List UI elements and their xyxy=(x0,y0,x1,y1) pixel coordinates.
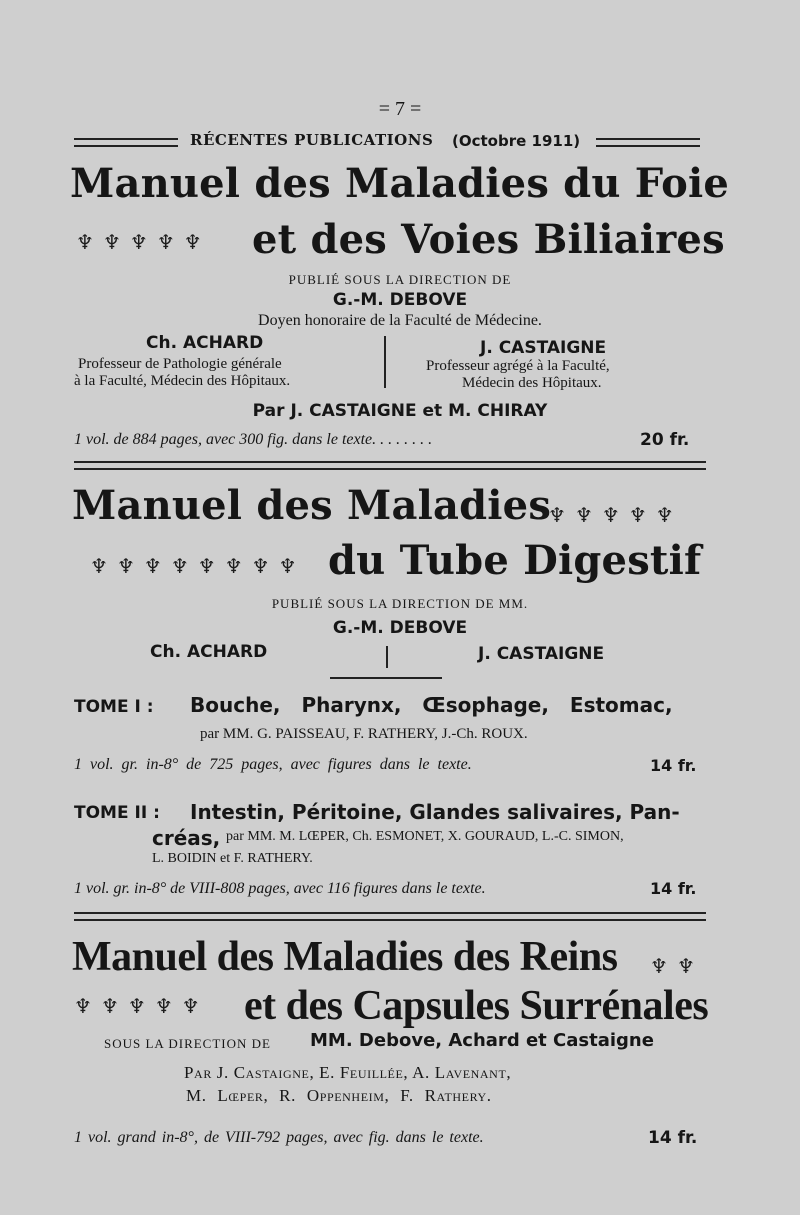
book2-right-name: J. CASTAIGNE xyxy=(478,644,605,664)
page-number: = 7 = xyxy=(378,98,422,120)
book1-ornaments xyxy=(76,230,211,255)
fleuron-icon: ♆ xyxy=(628,505,656,527)
fleuron-icon: ♆ xyxy=(574,505,602,527)
fleuron-icon: ♆ xyxy=(143,556,171,578)
tome2-title-b: créas, xyxy=(152,826,221,850)
fleuron-icon: ♆ xyxy=(156,232,184,254)
book2-published-under: PUBLIÉ SOUS LA DIRECTION DE MM. xyxy=(271,596,529,611)
book1-director: G.-M. DEBOVE xyxy=(332,290,468,310)
book1-left-name: Ch. ACHARD xyxy=(146,333,264,353)
book2-ornaments-b xyxy=(90,554,306,579)
fleuron-icon: ♆ xyxy=(90,556,117,578)
fleuron-icon: ♆ xyxy=(676,956,704,978)
fleuron-icon: ♆ xyxy=(127,996,155,1018)
fleuron-icon: ♆ xyxy=(278,556,306,578)
book2-left-name: Ch. ACHARD xyxy=(150,642,268,662)
fleuron-icon: ♆ xyxy=(100,996,128,1018)
book2-title-line2: du Tube Digestif xyxy=(328,537,702,584)
book3-direction-names: MM. Debove, Achard et Castaigne xyxy=(310,1030,654,1051)
tome1-title: Bouche, Pharynx, Œsophage, Estomac, xyxy=(190,693,673,717)
book1-price: 20 fr. xyxy=(640,430,690,450)
book1-authors: Par J. CASTAIGNE et M. CHIRAY xyxy=(252,401,548,421)
book1-right-name: J. CASTAIGNE xyxy=(480,338,607,358)
fleuron-icon: ♆ xyxy=(548,505,575,527)
fleuron-icon: ♆ xyxy=(170,556,198,578)
book1-left-desc2: à la Faculté, Médecin des Hôpitaux. xyxy=(74,373,291,389)
tome2-title-a: Intestin, Péritoine, Glandes salivaires, Pan- xyxy=(190,800,680,824)
fleuron-icon: ♆ xyxy=(251,556,279,578)
book3-volume: 1 vol. grand in-8°, de VIII-792 pages, avec fig. dans le texte. xyxy=(74,1129,484,1146)
fleuron-icon: ♆ xyxy=(655,505,683,527)
tome2-price: 14 fr. xyxy=(650,879,697,898)
tome1-label: TOME I : xyxy=(74,697,154,717)
fleuron-icon: ♆ xyxy=(102,232,130,254)
book2-divider xyxy=(386,646,388,668)
tome1-price: 14 fr. xyxy=(650,756,697,775)
fleuron-icon: ♆ xyxy=(181,996,209,1018)
tome1-authors: par MM. G. PAISSEAU, F. RATHERY, J.-Ch. ROUX. xyxy=(200,726,528,742)
book1-title-line1: Manuel des Maladies du Foie xyxy=(70,160,730,207)
book1-volume: 1 vol. de 884 pages, avec 300 fig. dans le texte. . . . . . . . xyxy=(74,431,433,448)
book1-bottom-rule xyxy=(74,461,706,470)
tome2-label: TOME II : xyxy=(74,803,160,823)
fleuron-icon: ♆ xyxy=(224,556,252,578)
book3-authors-line2: M. Lœper, R. Oppenheim, F. Rathery. xyxy=(186,1086,492,1105)
fleuron-icon: ♆ xyxy=(129,232,157,254)
fleuron-icon: ♆ xyxy=(76,232,103,254)
book3-ornaments-a xyxy=(650,954,704,979)
book1-title-line2: et des Voies Biliaires xyxy=(252,216,725,263)
header-date: (Octobre 1911) xyxy=(452,132,581,150)
tome2-authors-a: par MM. M. LŒPER, Ch. ESMONET, X. GOURAUD, L.-C. SIMON, xyxy=(226,829,624,844)
fleuron-icon: ♆ xyxy=(154,996,182,1018)
book3-title-line2: et des Capsules Surrénales xyxy=(244,983,709,1029)
fleuron-icon: ♆ xyxy=(74,996,101,1018)
fleuron-icon: ♆ xyxy=(601,505,629,527)
fleuron-icon: ♆ xyxy=(650,956,677,978)
book1-divider xyxy=(384,336,386,388)
header-label: RÉCENTES PUBLICATIONS xyxy=(190,131,434,149)
book3-ornaments-b xyxy=(74,994,209,1019)
fleuron-icon: ♆ xyxy=(116,556,144,578)
book1-published-under: PUBLIÉ SOUS LA DIRECTION DE xyxy=(288,272,512,287)
tome1-volume: 1 vol. gr. in-8° de 725 pages, avec figures dans le texte. xyxy=(74,756,472,773)
book1-left-desc1: Professeur de Pathologie générale xyxy=(78,356,282,372)
book2-bottom-rule xyxy=(74,912,706,921)
tome2-authors-b: L. BOIDIN et F. RATHERY. xyxy=(152,851,313,866)
book2-ornaments-a xyxy=(548,503,683,528)
book1-director-title: Doyen honoraire de la Faculté de Médecine. xyxy=(258,312,542,329)
book1-right-desc1: Professeur agrégé à la Faculté, xyxy=(426,358,610,374)
book2-title-line1: Manuel des Maladies xyxy=(72,482,552,529)
book3-price: 14 fr. xyxy=(648,1128,698,1148)
book3-direction-prefix: SOUS LA DIRECTION DE xyxy=(104,1036,271,1051)
fleuron-icon: ♆ xyxy=(183,232,211,254)
header-rule-left xyxy=(74,138,178,147)
fleuron-icon: ♆ xyxy=(197,556,225,578)
tome2-volume: 1 vol. gr. in-8° de VIII-808 pages, avec 116 figures dans le texte. xyxy=(74,880,486,897)
book3-authors-line1: Par J. Castaigne, E. Feuillée, A. Lavenant, xyxy=(184,1063,512,1082)
book2-director: G.-M. DEBOVE xyxy=(332,618,468,638)
book3-title-line1: Manuel des Maladies des Reins xyxy=(72,934,618,980)
book2-short-rule xyxy=(330,677,442,679)
header-rule-right xyxy=(596,138,700,147)
book1-right-desc2: Médecin des Hôpitaux. xyxy=(462,375,602,391)
